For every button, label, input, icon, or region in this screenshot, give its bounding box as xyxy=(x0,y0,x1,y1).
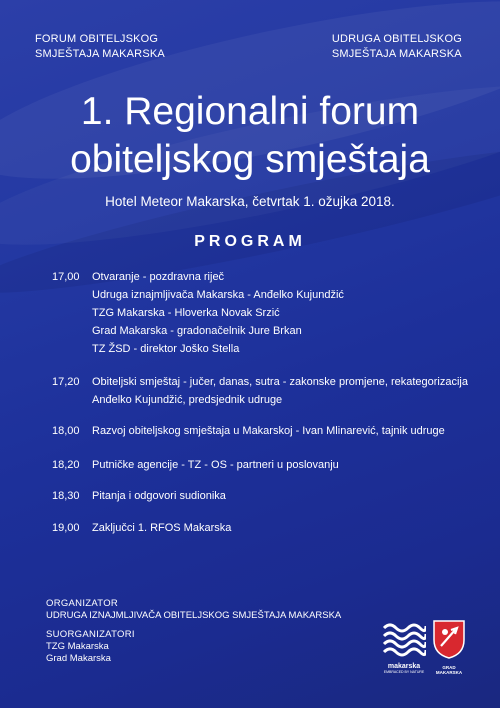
organizer-name: UDRUGA IZNAJMLJIVAČA OBITELJSKOG SMJEŠTAJA MAKARSKA xyxy=(46,610,342,621)
schedule-line: TZ ŽSD - direktor Joško Stella xyxy=(92,343,240,355)
header-left-line2: SMJEŠTAJA MAKARSKA xyxy=(35,48,165,60)
grad-makarska-text: GRAD MAKARSKA xyxy=(435,665,463,675)
schedule-lines xyxy=(92,487,492,505)
co-organizer: Grad Makarska xyxy=(46,653,111,664)
schedule-line: Anđelko Kujundžić, predsjednik udruge xyxy=(92,394,283,406)
schedule-line: Putničke agencije - TZ - OS - partneri u poslovanju xyxy=(92,459,339,471)
co-organizers-block xyxy=(46,629,135,665)
schedule-line: Udruga iznajmljivača Makarska - Anđelko Kujundžić xyxy=(92,289,344,301)
event-title-line1: 1. Regionalni forum xyxy=(80,90,420,133)
makarska-logo-text: makarska xyxy=(387,663,421,670)
header-right-line1: UDRUGA OBITELJSKOG xyxy=(331,33,462,45)
schedule-lines xyxy=(92,268,492,358)
schedule-line: Otvaranje - pozdravna riječ xyxy=(92,271,225,283)
grad-makarska-crest xyxy=(431,618,467,675)
schedule-line: Razvoj obiteljskog smještaja u Makarskoj - Ivan Mlinarević, tajnik udruge xyxy=(92,425,445,437)
schedule-time: 17,20 xyxy=(52,376,80,388)
schedule-line: Pitanja i odgovori sudionika xyxy=(92,490,226,502)
schedule-line: TZG Makarska - Hloverka Novak Srzić xyxy=(92,307,280,319)
schedule-time: 17,00 xyxy=(52,271,80,283)
header-right-line2: SMJEŠTAJA MAKARSKA xyxy=(331,48,462,60)
schedule-time: 18,00 xyxy=(52,425,80,437)
schedule-line: Grad Makarska - gradonačelnik Jure Brkan xyxy=(92,325,302,337)
schedule-time: 18,30 xyxy=(52,490,80,502)
makarska-logo xyxy=(382,620,426,674)
header-left-organization xyxy=(35,32,165,62)
makarska-logo-tagline: EMBRACED BY NATURE xyxy=(383,670,425,674)
schedule-lines xyxy=(92,373,492,409)
schedule-line: Obiteljski smještaj - jučer, danas, sutra - zakonske promjene, rekategorizacija xyxy=(92,376,468,388)
co-organizers-label: SUORGANIZATORI xyxy=(46,629,135,640)
schedule-lines xyxy=(92,519,492,537)
event-venue-date: Hotel Meteor Makarska, četvrtak 1. ožujka 2018. xyxy=(105,194,395,209)
header-right-organization xyxy=(332,32,462,62)
schedule-line: Zaključci 1. RFOS Makarska xyxy=(92,522,232,534)
schedule-lines xyxy=(92,456,492,474)
schedule-lines xyxy=(92,422,492,440)
header-left-line1: FORUM OBITELJSKOG xyxy=(35,33,159,45)
schedule-time: 19,00 xyxy=(52,522,80,534)
event-title xyxy=(0,88,500,184)
waves-icon xyxy=(382,620,426,658)
organizer-block xyxy=(46,598,341,622)
organizer-label: ORGANIZATOR xyxy=(46,598,119,609)
program-heading: PROGRAM xyxy=(194,233,306,250)
event-title-line2: obiteljskog smještaja xyxy=(70,138,430,181)
schedule-time: 18,20 xyxy=(52,459,80,471)
co-organizer: TZG Makarska xyxy=(46,641,109,652)
shield-icon xyxy=(431,618,467,660)
